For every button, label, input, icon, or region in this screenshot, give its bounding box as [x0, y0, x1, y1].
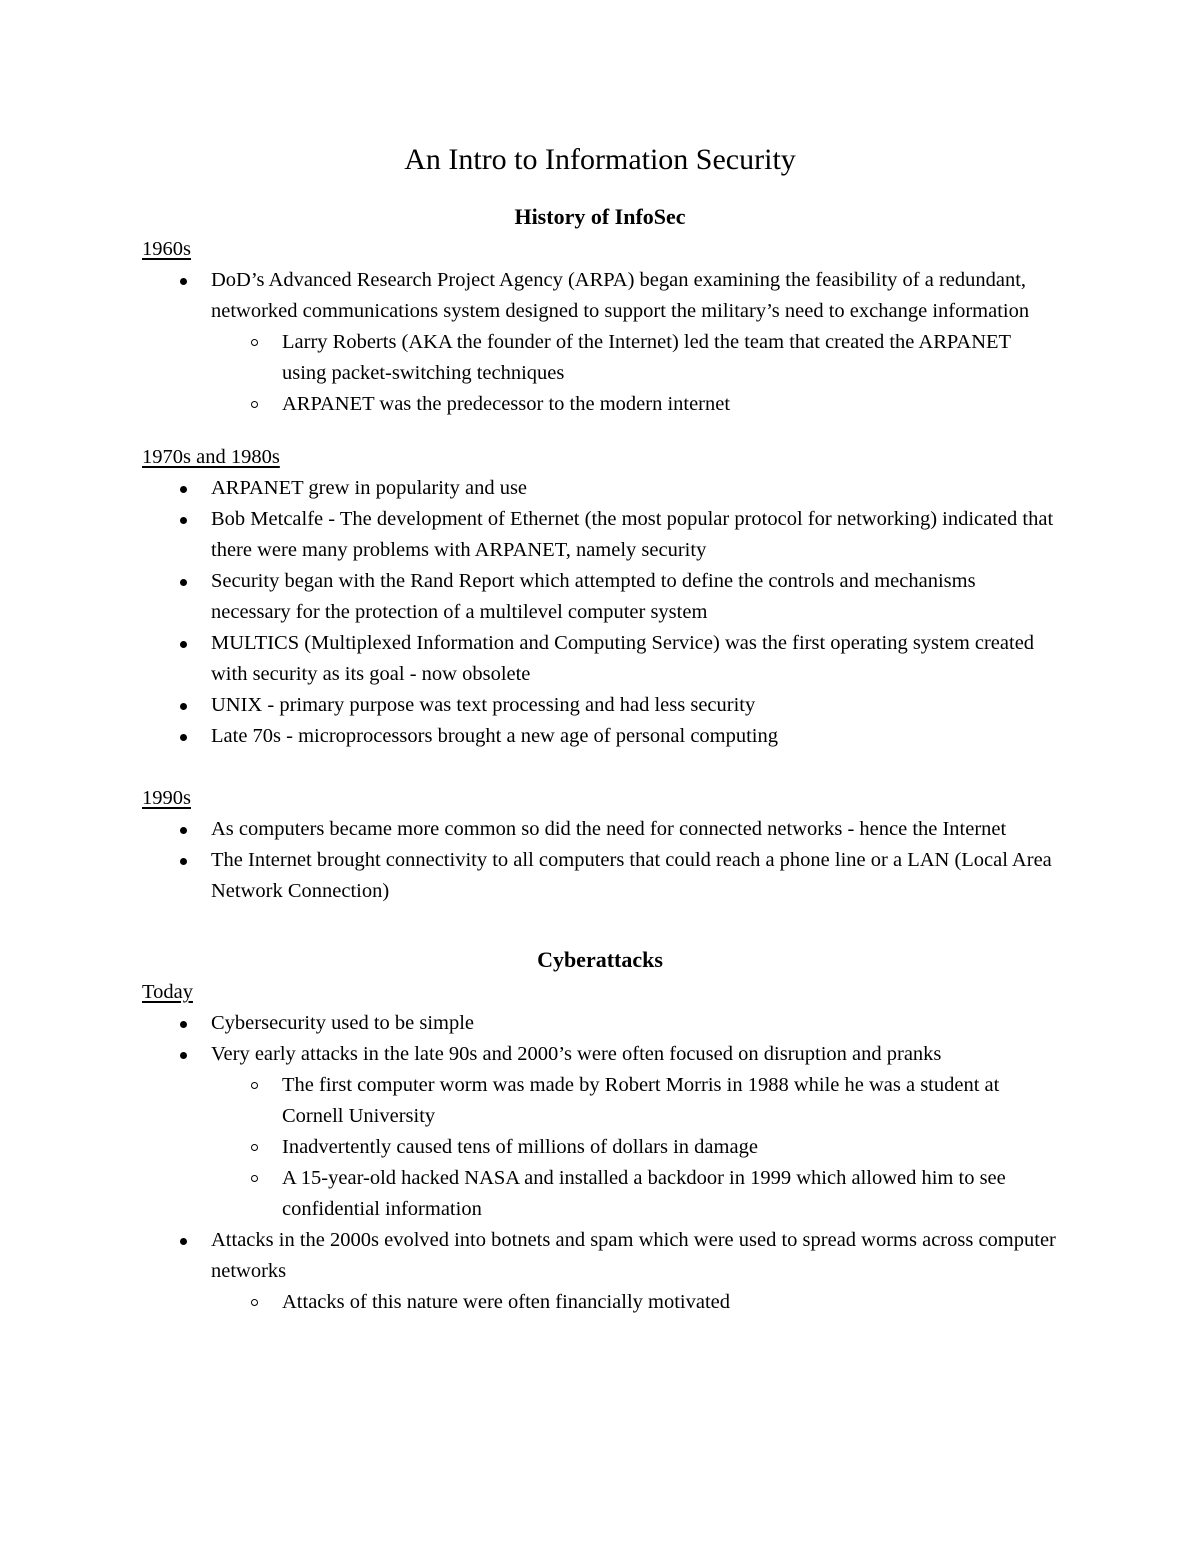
period-label-1970s-1980s: 1970s and 1980s	[142, 446, 280, 468]
list-item: MULTICS (Multiplexed Information and Computing Service) was the first operating system created with security as its goal - now obsolete	[142, 628, 1058, 690]
bullet-list-1990s	[142, 814, 1058, 907]
section-heading-cyberattacks: Cyberattacks	[537, 947, 663, 972]
bullet-list-today	[142, 1008, 1058, 1318]
list-item: Inadvertently caused tens of millions of dollars in damage	[142, 1132, 1058, 1163]
bullet-list-1960s	[142, 265, 1058, 420]
list-item: Attacks in the 2000s evolved into botnets and spam which were used to spread worms across computer networks	[142, 1225, 1058, 1287]
list-item: Very early attacks in the late 90s and 2000’s were often focused on disruption and pranks	[142, 1039, 1058, 1070]
period-label-today: Today	[142, 981, 193, 1003]
list-item: The Internet brought connectivity to all computers that could reach a phone line or a LAN (Local Area Network Connection)	[142, 845, 1058, 907]
list-item: Cybersecurity used to be simple	[142, 1008, 1058, 1039]
list-item: Late 70s - microprocessors brought a new age of personal computing	[142, 721, 1058, 752]
section-heading-history: History of InfoSec	[514, 204, 686, 229]
list-item: A 15-year-old hacked NASA and installed a backdoor in 1999 which allowed him to see confidential information	[142, 1163, 1058, 1225]
period-label-1990s: 1990s	[142, 787, 191, 809]
list-item: ARPANET grew in popularity and use	[142, 473, 1058, 504]
section-history	[142, 200, 1058, 907]
list-item: UNIX - primary purpose was text processing and had less security	[142, 690, 1058, 721]
list-item: DoD’s Advanced Research Project Agency (ARPA) began examining the feasibility of a redundant, networked communications system designed to support the military’s need to exchange information	[142, 265, 1058, 327]
list-item: Larry Roberts (AKA the founder of the Internet) led the team that created the ARPANET using packet-switching techniques	[142, 327, 1058, 389]
document-page	[142, 138, 1058, 1318]
bullet-list-1970s-1980s	[142, 473, 1058, 752]
list-item: Security began with the Rand Report which attempted to define the controls and mechanisms necessary for the protection of a multilevel computer system	[142, 566, 1058, 628]
list-item: The first computer worm was made by Robert Morris in 1988 while he was a student at Cornell University	[142, 1070, 1058, 1132]
list-item: Bob Metcalfe - The development of Ethernet (the most popular protocol for networking) indicated that there were many problems with ARPANET, namely security	[142, 504, 1058, 566]
list-item: Attacks of this nature were often financially motivated	[142, 1287, 1058, 1318]
document-title: An Intro to Information Security	[404, 143, 796, 176]
list-item: As computers became more common so did the need for connected networks - hence the Internet	[142, 814, 1058, 845]
section-cyberattacks	[142, 943, 1058, 1318]
period-label-1960s: 1960s	[142, 238, 191, 260]
list-item: ARPANET was the predecessor to the modern internet	[142, 389, 1058, 420]
